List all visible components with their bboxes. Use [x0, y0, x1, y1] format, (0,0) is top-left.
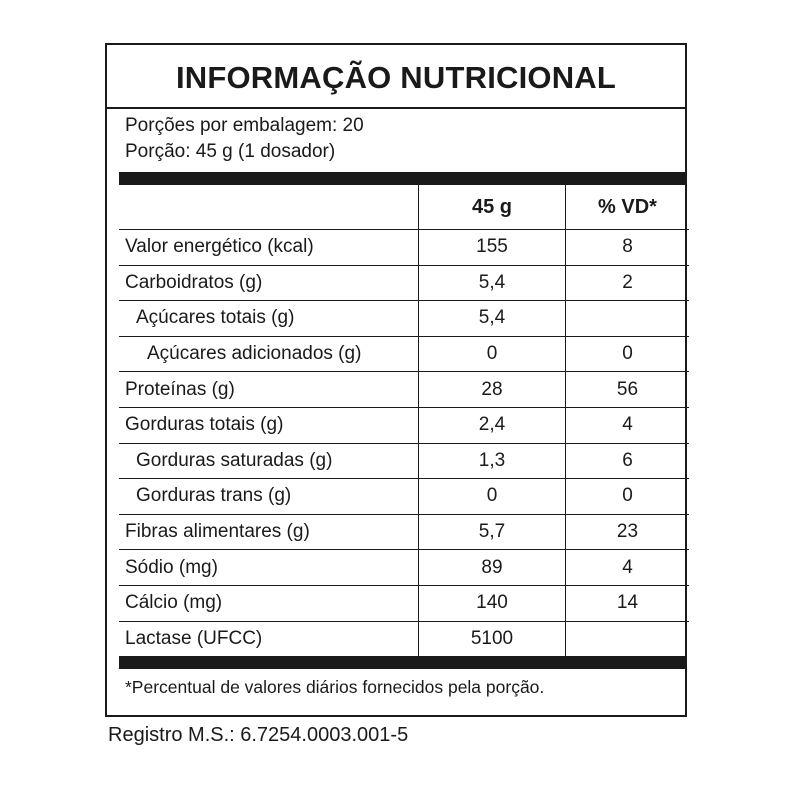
nutrient-amount: 5,4 — [419, 265, 566, 301]
table-row — [119, 585, 689, 621]
nutrient-dv — [566, 301, 690, 337]
table-row — [119, 443, 689, 479]
nutrition-facts-panel — [105, 43, 687, 717]
nutrition-table — [119, 185, 689, 656]
nutrient-name: Fibras alimentares (g) — [119, 514, 419, 550]
nutrient-amount: 5,4 — [419, 301, 566, 337]
nutrient-dv: 23 — [566, 514, 690, 550]
table-row — [119, 550, 689, 586]
nutrient-amount: 140 — [419, 585, 566, 621]
nutrient-name: Carboidratos (g) — [119, 265, 419, 301]
nutrient-name: Cálcio (mg) — [119, 585, 419, 621]
nutrient-name: Valor energético (kcal) — [119, 230, 419, 266]
table-row — [119, 230, 689, 266]
table-header-row — [119, 185, 689, 230]
nutrient-dv: 4 — [566, 550, 690, 586]
header-amount-cell: 45 g — [419, 185, 566, 230]
nutrient-amount: 2,4 — [419, 407, 566, 443]
nutrient-amount: 28 — [419, 372, 566, 408]
nutrient-dv: 0 — [566, 479, 690, 515]
nutrient-amount: 89 — [419, 550, 566, 586]
nutrient-amount: 1,3 — [419, 443, 566, 479]
nutrient-name: Gorduras saturadas (g) — [119, 443, 419, 479]
thick-divider-bottom — [119, 656, 685, 669]
nutrient-dv: 8 — [566, 230, 690, 266]
title-divider — [107, 107, 685, 109]
nutrient-dv: 14 — [566, 585, 690, 621]
nutrient-amount: 5100 — [419, 621, 566, 656]
nutrient-dv: 56 — [566, 372, 690, 408]
registration-number: Registro M.S.: 6.7254.0003.001-5 — [108, 724, 409, 746]
nutrient-dv: 4 — [566, 407, 690, 443]
table-row — [119, 407, 689, 443]
header-nutrient-cell — [119, 185, 419, 230]
header-dv-cell: % VD* — [566, 185, 690, 230]
table-row — [119, 301, 689, 337]
table-row — [119, 621, 689, 656]
nutrient-name: Açúcares adicionados (g) — [119, 336, 419, 372]
nutrient-dv: 2 — [566, 265, 690, 301]
nutrient-name: Gorduras trans (g) — [119, 479, 419, 515]
table-row — [119, 479, 689, 515]
servings-per-package: Porções por embalagem: 20 — [125, 115, 364, 136]
nutrient-name: Lactase (UFCC) — [125, 627, 263, 649]
nutrient-name: Gorduras totais (g) — [119, 407, 419, 443]
nutrient-name: Açúcares totais (g) — [119, 301, 419, 337]
nutrient-amount: 0 — [419, 336, 566, 372]
nutrient-amount: 0 — [419, 479, 566, 515]
nutrient-dv — [566, 621, 690, 656]
table-row — [119, 336, 689, 372]
panel-title: INFORMAÇÃO NUTRICIONAL — [175, 60, 617, 95]
footnote: *Percentual de valores diários fornecidos pela porção. — [125, 677, 545, 697]
nutrient-dv: 0 — [566, 336, 690, 372]
nutrient-amount: 155 — [419, 230, 566, 266]
table-row — [119, 372, 689, 408]
table-row — [119, 265, 689, 301]
serving-size: Porção: 45 g (1 dosador) — [125, 141, 336, 162]
thick-divider-top — [119, 172, 685, 185]
nutrient-name: Proteínas (g) — [119, 372, 419, 408]
table-row — [119, 514, 689, 550]
nutrient-amount: 5,7 — [419, 514, 566, 550]
nutrient-name: Sódio (mg) — [119, 550, 419, 586]
nutrient-dv: 6 — [566, 443, 690, 479]
